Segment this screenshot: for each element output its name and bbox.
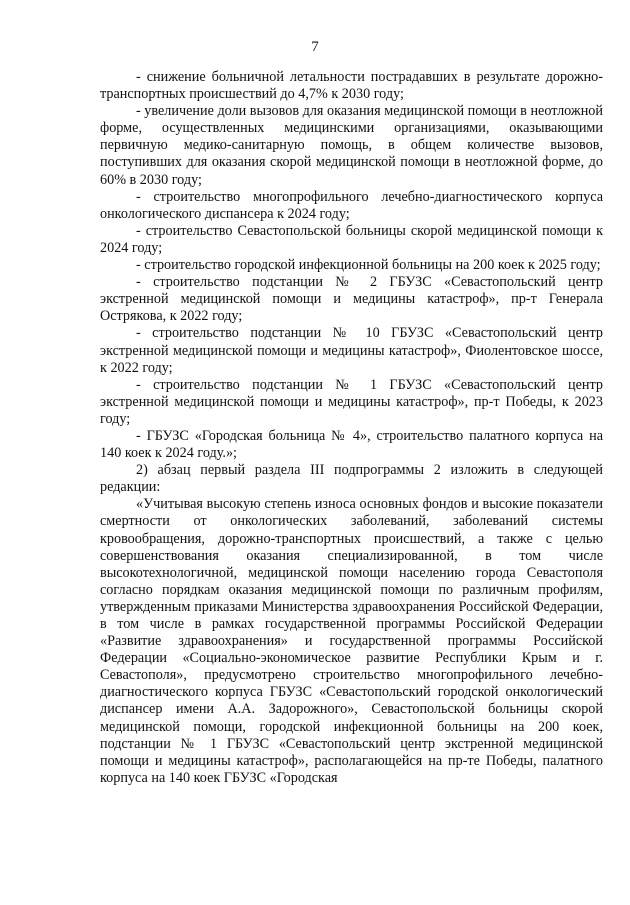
paragraph-substation-10: - строительство подстанции № 10 ГБУЗС «Севастопольский центр экстренной медицинской помощи и медицины катастроф», Фиолентовское шоссе, к 2022 году; (100, 325, 603, 376)
paragraph-amendment-text: «Учитывая высокую степень износа основных фондов и высокие показатели смертности от онкологических заболеваний, заболеваний системы кровообращения, дорожно-транспортных происшествий, а также с целью совершенствования оказания специализированной, в том числе высокотехнологичной, медицинской помощи населению города Севастополя согласно порядкам оказания медицинской помощи по различным профилям, утвержденным приказами Министерства здравоохранения Российской Федерации, в том числе в рамках государственной программы Российской Федерации «Развитие здравоохранения» и государственной программы Российской Федерации «Социально-экономическое развитие Республики Крым и г. Севастополя», предусмотрено строительство многопрофильного лечебно-диагностического корпуса ГБУЗС «Севастопольский городской онкологический диспансер имени А.А. Задорожного», Севастопольской больницы скорой медицинской помощи, городской инфекционной больницы на 200 коек, подстанции № 1 ГБУЗС «Севастопольский центр экстренной медицинской помощи и медицины катастроф», располагающейся на пр-те Победы, палатного корпуса на 140 коек ГБУЗС «Городская (100, 496, 603, 786)
paragraph-amendment-intro: 2) абзац первый раздела III подпрограммы 2 изложить в следующей редакции: (100, 462, 603, 496)
paragraph-infectious-hospital: - строительство городской инфекционной больницы на 200 коек к 2025 году; (136, 257, 601, 274)
paragraph-urgent-care-share: - увеличение доли вызовов для оказания медицинской помощи в неотложной форме, осуществленных медицинскими организациями, оказывающими первичную медико-санитарную помощь, в общем количестве вызовов, поступивших для оказания скорой медицинской помощи в неотложной форме, до 60% в 2030 году; (100, 103, 603, 188)
paragraph-substation-2: - строительство подстанции № 2 ГБУЗС «Севастопольский центр экстренной медицинской помощи и медицины катастроф», пр-т Генерала Острякова, к 2022 году; (100, 274, 603, 325)
document-body (100, 69, 603, 787)
paragraph-substation-1: - строительство подстанции № 1 ГБУЗС «Севастопольский центр экстренной медицинской помощи и медицины катастроф», пр-т Победы, к 2023 году; (100, 376, 603, 427)
page-number: 7 (311, 39, 319, 55)
paragraph-emergency-hospital: - строительство Севастопольской больницы скорой медицинской помощи к 2024 году; (100, 222, 603, 256)
paragraph-hospital-4: - ГБУЗС «Городская больница № 4», строительство палатного корпуса на 140 коек к 2024 году.»; (100, 427, 603, 462)
paragraph-oncology-building: - строительство многопрофильного лечебно-диагностического корпуса онкологического диспансера к 2024 году; (100, 188, 603, 222)
paragraph-mortality-target: - снижение больничной летальности пострадавших в результате дорожно-транспортных происшествий до 4,7% к 2030 году; (100, 69, 603, 103)
